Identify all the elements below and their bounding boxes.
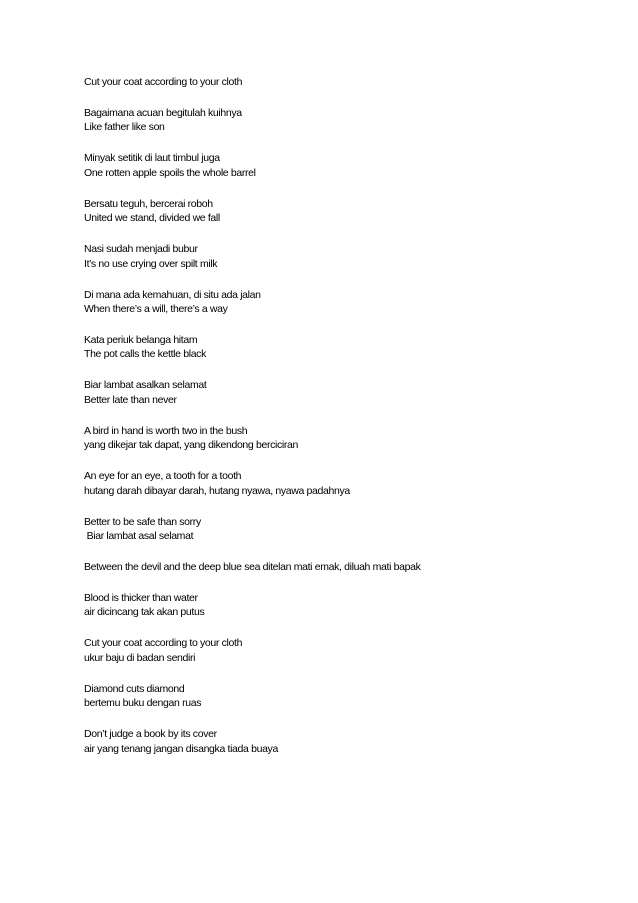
- proverb-entry: [84, 591, 604, 620]
- proverb-line-2: Biar lambat asal selamat: [84, 530, 194, 543]
- proverb-line-1: Cut your coat according to your cloth: [84, 637, 243, 650]
- proverb-entry: [84, 151, 604, 180]
- proverb-line-1: Bersatu teguh, bercerai roboh: [84, 197, 213, 210]
- proverb-line-2: United we stand, divided we fall: [84, 212, 220, 225]
- proverb-line-2: ukur baju di badan sendiri: [84, 651, 196, 664]
- proverb-line-1: Diamond cuts diamond: [84, 682, 185, 695]
- proverb-line-2: yang dikejar tak dapat, yang dikendong berciciran: [84, 439, 298, 452]
- proverb-entry: [84, 515, 604, 544]
- proverb-line-2: The pot calls the kettle black: [84, 348, 206, 361]
- proverb-entry: [84, 197, 604, 226]
- proverb-entry: [84, 469, 604, 498]
- proverb-entry: [84, 288, 604, 317]
- proverb-entry: [84, 242, 604, 271]
- proverb-entry: [84, 560, 604, 574]
- proverb-line-2: bertemu buku dengan ruas: [84, 697, 202, 710]
- proverb-line-1: A bird in hand is worth two in the bush: [84, 424, 248, 437]
- proverb-line-1: Minyak setitik di laut timbul juga: [84, 152, 220, 165]
- document-title: Cut your coat according to your cloth: [84, 76, 243, 88]
- proverb-line-1: An eye for an eye, a tooth for a tooth: [84, 470, 242, 483]
- proverb-entry: [84, 424, 604, 453]
- proverb-entry: [84, 106, 604, 135]
- proverb-line-1: Blood is thicker than water: [84, 592, 198, 605]
- proverb-entry: [84, 333, 604, 362]
- proverb-line-1: Between the devil and the deep blue sea ditelan mati emak, diluah mati bapak: [84, 561, 421, 574]
- proverb-line-1: Di mana ada kemahuan, di situ ada jalan: [84, 288, 261, 301]
- proverb-list: [84, 75, 604, 756]
- proverb-line-2: One rotten apple spoils the whole barrel: [84, 166, 256, 179]
- proverb-entry: [84, 636, 604, 665]
- proverb-line-2: air yang tenang jangan disangka tiada buaya: [84, 742, 278, 755]
- proverb-line-2: Like father like son: [84, 121, 165, 134]
- proverb-line-2: It’s no use crying over spilt milk: [84, 257, 218, 270]
- proverb-line-1: Biar lambat asalkan selamat: [84, 379, 207, 392]
- proverb-line-1: Kata periuk belanga hitam: [84, 334, 198, 347]
- proverb-line-2: air dicincang tak akan putus: [84, 606, 205, 619]
- proverb-line-2: Better late than never: [84, 393, 177, 406]
- proverb-line-1: Nasi sudah menjadi bubur: [84, 243, 198, 256]
- proverb-entry: [84, 682, 604, 711]
- proverb-line-2: When there’s a will, there’s a way: [84, 303, 228, 316]
- proverb-line-1: Don’t judge a book by its cover: [84, 728, 217, 741]
- proverb-line-1: Bagaimana acuan begitulah kuihnya: [84, 107, 242, 119]
- proverb-entry: [84, 727, 604, 756]
- proverb-line-1: Better to be safe than sorry: [84, 515, 201, 528]
- proverb-line-2: hutang darah dibayar darah, hutang nyawa, nyawa padahnya: [84, 484, 350, 497]
- proverb-entry: [84, 378, 604, 407]
